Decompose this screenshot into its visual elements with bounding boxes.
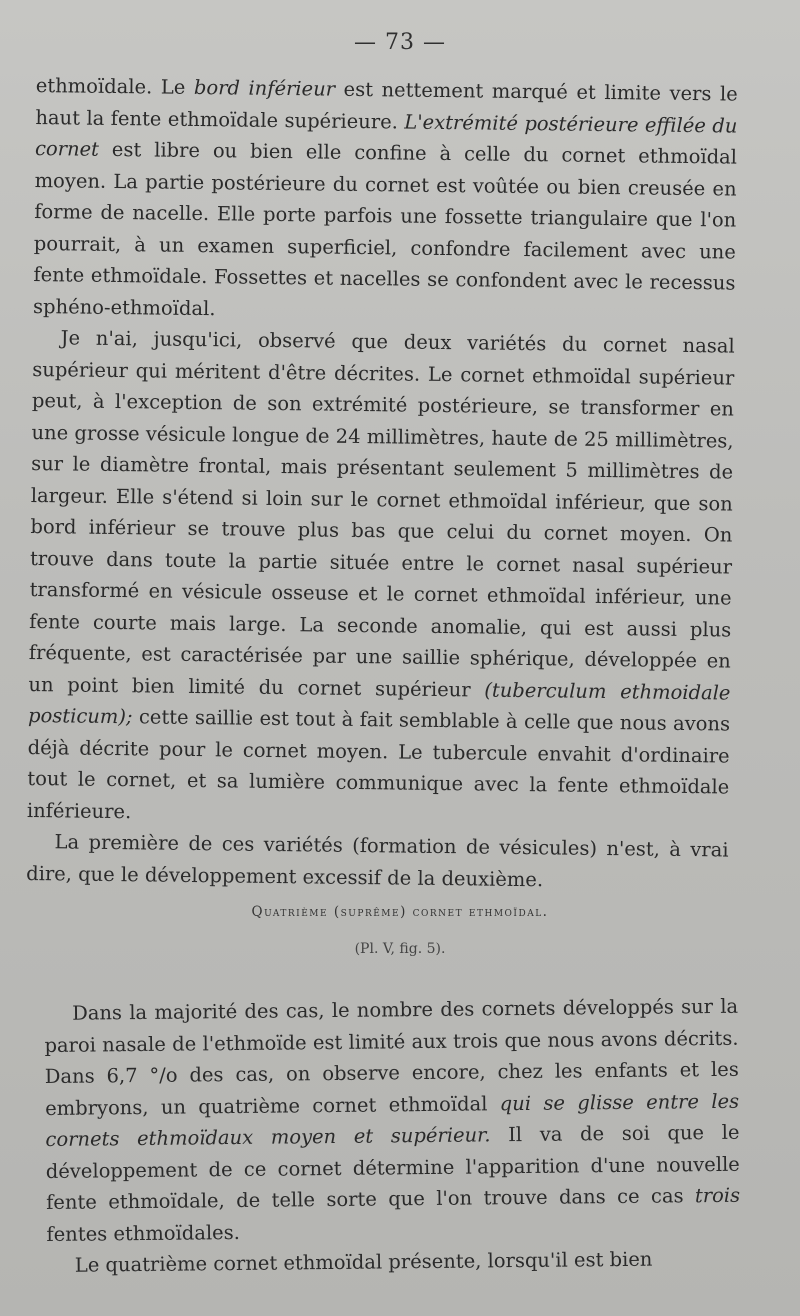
italic-run: qui se glisse entre les cornets ethmoïdaux moyen et supérieur. <box>45 1089 740 1151</box>
italic-run: (tuberculum ethmoidale posticum); <box>27 678 731 729</box>
text-run: Je n'ai, jusqu'ici, observé que deux variétés du cornet nasal supérieur qui méritent d'être décrites. Le cornet ethmoïdal supérieur peut, à l'exception de son extrémité postérieure, se transformer en une grosse vésicule longue de 24 millimètres, haute de 25 millimètres, sur le diamètre frontal, mais présentant seulement 5 millimètres de largeur. Elle s'étend si loin sur le cornet ethmoïdal inférieur, que son bord inférieur se trouve plus bas que celui du cornet moyen. On trouve dans toute la partie située entre le cornet nasal supérieur transformé en vésicule osseuse et le cornet ethmoïdal inférieur, une fente courte mais large. La seconde anomalie, qui est aussi plus fréquente, est caractérisée par une saillie sphérique, développée en un point bien limité du cornet supérieur <box>28 326 735 702</box>
paragraph: Le quatrième cornet ethmoïdal présente, lorsqu'il est bien <box>74 1247 653 1277</box>
text-run: Il va de soi que le développement de ce cornet détermine l'apparition d'une nouvelle fente ethmoïdale, de telle sorte que l'on trouve dans ce cas <box>45 1120 740 1214</box>
italic-run: bord inférieur <box>193 75 336 101</box>
text-block-upper <box>26 70 738 898</box>
text-run: Dans la majorité des cas, le nombre des cornets développés sur la paroi nasale de l'ethmoïde est limité aux trois que nous avons décrits. Dans 6,7 °/o des cas, on observe encore, chez les enfants et les embryons, un quatrième cornet ethmoïdal <box>44 994 739 1120</box>
paragraph <box>33 70 738 331</box>
text-run: est nettement marqué et limite vers le haut la fente ethmoïdale supérieure. <box>35 77 738 134</box>
section-heading: Quatrième (suprême) cornet ethmoïdal. <box>251 904 549 920</box>
text-run: fentes ethmoïdales. <box>46 1220 240 1246</box>
page-number: — 73 — <box>354 30 446 55</box>
plate-reference: (Pl. V, fig. 5). <box>354 941 446 957</box>
italic-run: L'extrémité postérieure effilée du cornet <box>34 110 738 161</box>
paragraph <box>44 991 741 1250</box>
text-run: ethmoïdale. Le <box>35 73 195 99</box>
italic-run: trois <box>694 1183 741 1208</box>
paragraph: La première de ces variétés (formation de vésicules) n'est, à vrai dire, que le développement excessif de la deuxième. <box>26 830 729 891</box>
paragraph <box>27 322 735 835</box>
text-block-lower <box>44 991 741 1282</box>
text-run: est libre ou bien elle confine à celle du cornet ethmoïdal moyen. La partie postérieure du cornet est voûtée ou bien creusée en forme de nacelle. Elle porte parfois une fossette triangulaire que l'on pourrait, à un examen superficiel, confondre facilement avec une fente ethmoïdale. Fossettes et nacelles se confondent avec le recessus sphéno-ethmoïdal. <box>32 137 738 320</box>
text-run: cette saillie est tout à fait semblable à celle que nous avons déjà décrite pour le cornet moyen. Le tubercule envahit d'ordinaire tout le cornet, et sa lumière communique avec la fente ethmoïdale inférieure. <box>26 705 731 823</box>
